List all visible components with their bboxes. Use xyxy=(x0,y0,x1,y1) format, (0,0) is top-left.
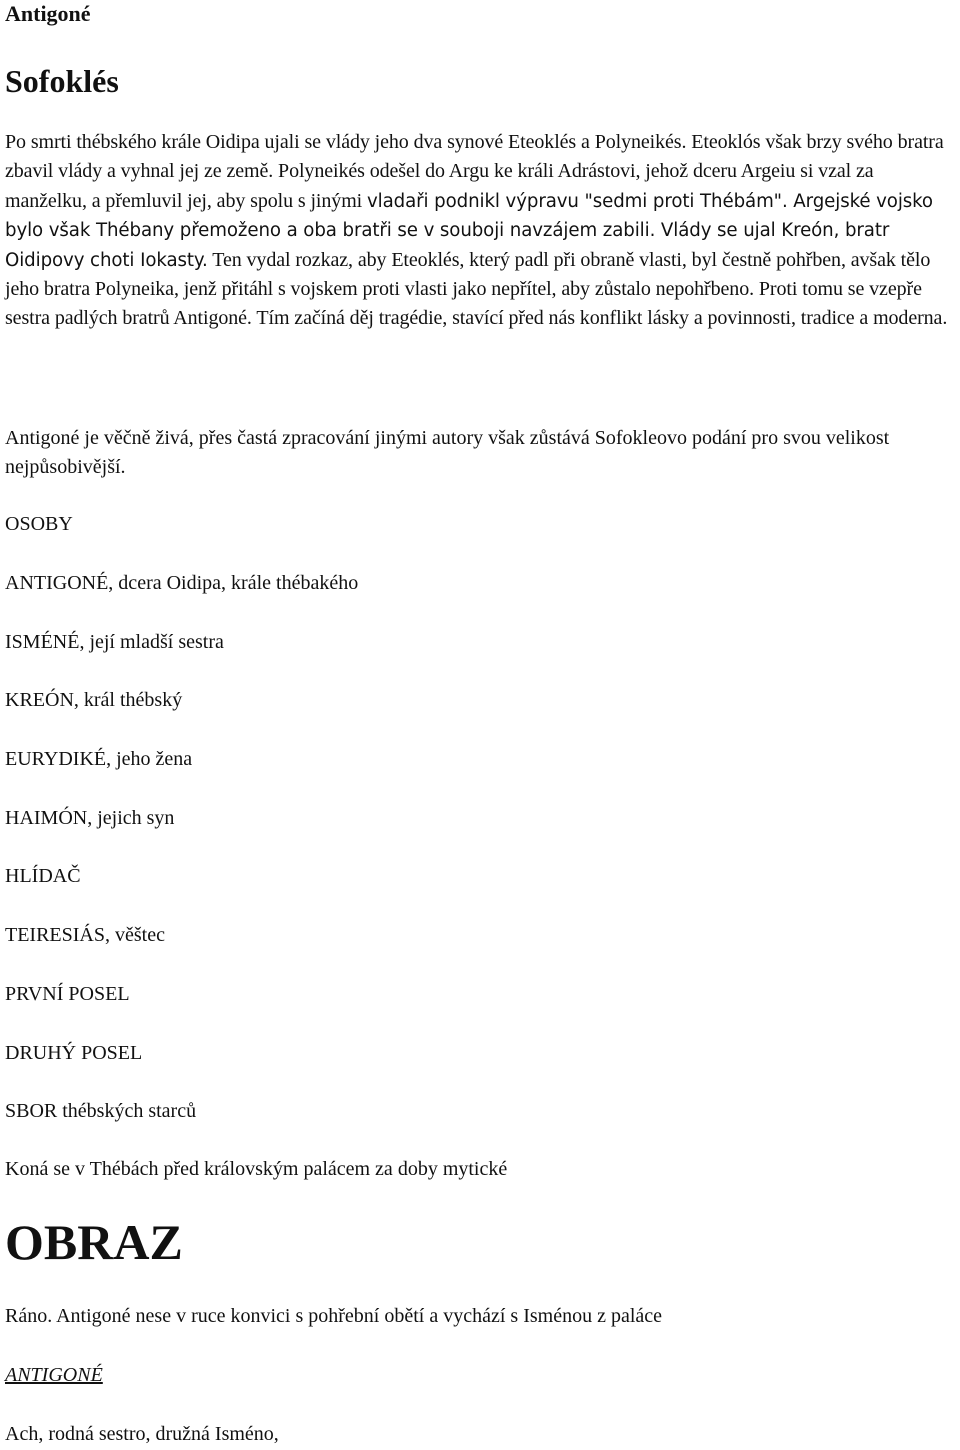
setting-note: Koná se v Thébách před královským palácem za doby mytické xyxy=(5,1158,508,1180)
stage-direction: Ráno. Antigoné nese v ruce konvici s pohřební obětí a vychází s Isménou z paláce xyxy=(5,1305,663,1327)
cast-member: TEIRESIÁS, věštec xyxy=(5,924,165,946)
intro-paragraph xyxy=(5,128,957,334)
scene-heading: OBRAZ xyxy=(5,1214,183,1270)
cast-member: KREÓN, král thébský xyxy=(5,689,183,711)
cast-heading: OSOBY xyxy=(5,513,73,535)
dialogue-line: Ach, rodná sestro, družná Isméno, xyxy=(5,1423,279,1445)
cast-member: ISMÉNÉ, její mladší sestra xyxy=(5,631,224,653)
cast-member: HLÍDAČ xyxy=(5,865,81,887)
cast-member: ANTIGONÉ, dcera Oidipa, krále thébakého xyxy=(5,572,359,594)
speaker-name: ANTIGONÉ xyxy=(5,1364,103,1386)
author-title: Sofoklés xyxy=(5,63,119,99)
intro-text-part-2: vladaři podnikl výpravu "sedmi proti Thébám". Argejské vojsko bylo však Thébany přemoženo a oba bratři se v souboji navzájem zabili. Vlády se ujal Kreón, bratr Oidipovy choti Iokasty. xyxy=(5,190,933,271)
play-name: Antigoné xyxy=(5,1,91,26)
intro-text-part-3: Ten vydal rozkaz, aby Eteoklés, který padl při obraně vlasti, byl čestně pohřben, avšak tělo jeho bratra Polyneika, jenž přitáhl s vojskem proti vlasti jako nepřítel, aby zůstalo nepohřbeno. Proti tomu se vzepře sestra padlých bratrů Antigoné. Tím začíná děj tragédie, stavící před nás konflikt lásky a povinnosti, tradice a moderna. xyxy=(5,248,948,330)
second-paragraph: Antigoné je věčně živá, přes častá zpracování jinými autory však zůstává Sofokleovo podání pro svou velikost nejpůsobivější. xyxy=(5,427,890,479)
cast-member: PRVNÍ POSEL xyxy=(5,983,130,1005)
cast-member: EURYDIKÉ, jeho žena xyxy=(5,748,193,770)
intro-text-part-1: Po smrti thébského krále Oidipa ujali se vlády jeho dva synové Eteoklés a Polyneikés. Eteoklós však brzy svého bratra zbavil vlády a vyhnal jej ze země. Polyneikés odešel do Argu ke králi Adrástovi, jehož dceru Argeiu si vzal za manželku, a přemluvil jej, aby spolu s jinými xyxy=(5,131,944,212)
cast-member: HAIMÓN, jejich syn xyxy=(5,807,175,829)
cast-member: DRUHÝ POSEL xyxy=(5,1042,143,1064)
cast-member: SBOR thébských starců xyxy=(5,1100,197,1122)
